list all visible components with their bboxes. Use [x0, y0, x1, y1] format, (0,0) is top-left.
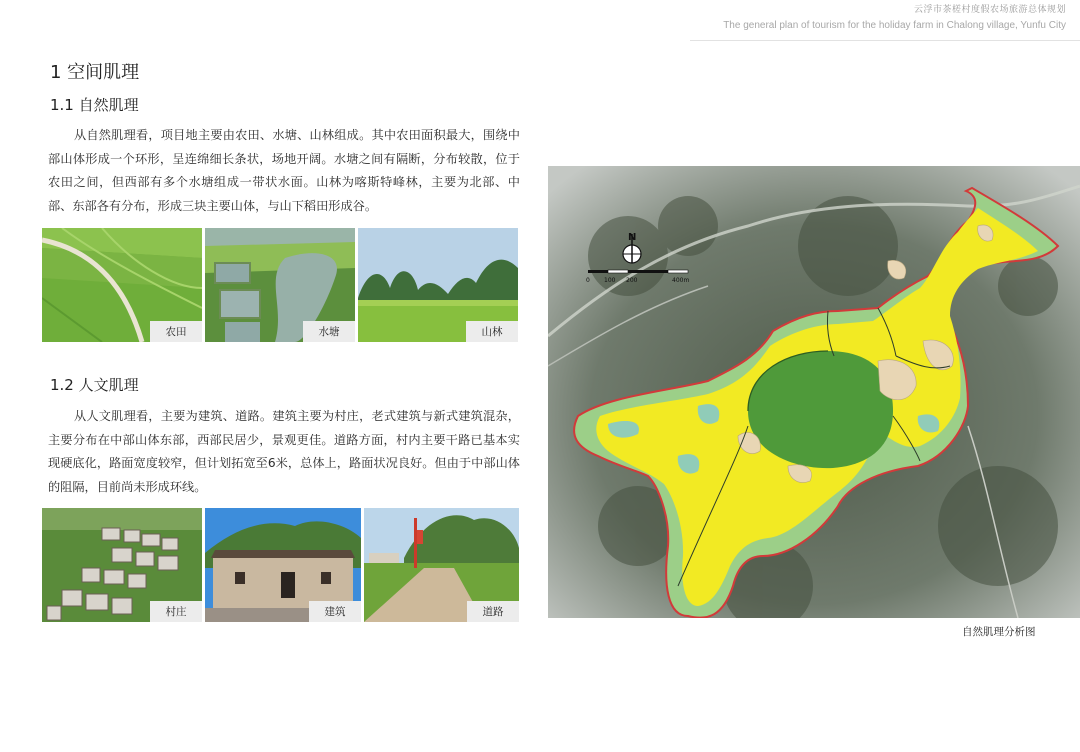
natural-texture-title: 1.1 自然肌理 — [50, 96, 139, 114]
natural-texture-paragraph: 从自然肌理看，项目地主要由农田、水塘、山林组成。其中农田面积最大，围绕中部山体形成一个环形，呈连绵细长条状，场地开阔。水塘之间有隔断，分布较散，位于农田之间，但西部有多个水塘组成一带状水面。山林为喀斯特峰林，主要为北部、中部、东部各有分布，形成三块主要山体，与山下稻田形成谷。 — [48, 128, 520, 213]
village-label: 村庄 — [150, 601, 202, 622]
road-label: 道路 — [467, 601, 519, 622]
scale-label-200: 200 — [626, 277, 638, 284]
pond-photo — [205, 228, 355, 342]
scale-bar — [588, 270, 688, 273]
header-title-cn: 云浮市茶槎村度假农场旅游总体规划 — [913, 5, 1066, 15]
farmland-label: 农田 — [150, 321, 202, 342]
mountain-forest-photo — [358, 228, 518, 342]
road-photo — [364, 508, 519, 622]
header-title-en: The general plan of tourism for the holiday farm in Chalong village, Yunfu City — [723, 20, 1066, 31]
scale-label-100: 100 — [604, 277, 616, 284]
scale-label-400: 400m — [672, 277, 690, 284]
farmland-photo — [42, 228, 202, 342]
cultural-texture-paragraph: 从人文肌理看，主要为建筑、道路。建筑主要为村庄，老式建筑与新式建筑混杂，主要分布在中部山体东部，西部民居少，景观更佳。道路方面，村内主要干路已基本实现硬底化，路面宽度较窄，但计划拓宽至6米，总体上，路面状况良好。但由于中部山体的阻隔，目前尚未形成环线。 — [48, 409, 520, 494]
mountain-forest-label: 山林 — [466, 321, 518, 342]
building-photo — [205, 508, 361, 622]
natural-texture-map — [548, 166, 1080, 618]
north-label: N — [628, 232, 637, 243]
scale-label-0: 0 — [586, 277, 590, 284]
pond-label: 水塘 — [303, 321, 355, 342]
cultural-texture-title: 1.2 人文肌理 — [50, 376, 139, 394]
building-label: 建筑 — [309, 601, 361, 622]
header-divider — [690, 40, 1080, 41]
village-photo — [42, 508, 202, 622]
section-title: 1 空间肌理 — [50, 62, 140, 83]
map-caption: 自然肌理分析图 — [962, 626, 1036, 638]
